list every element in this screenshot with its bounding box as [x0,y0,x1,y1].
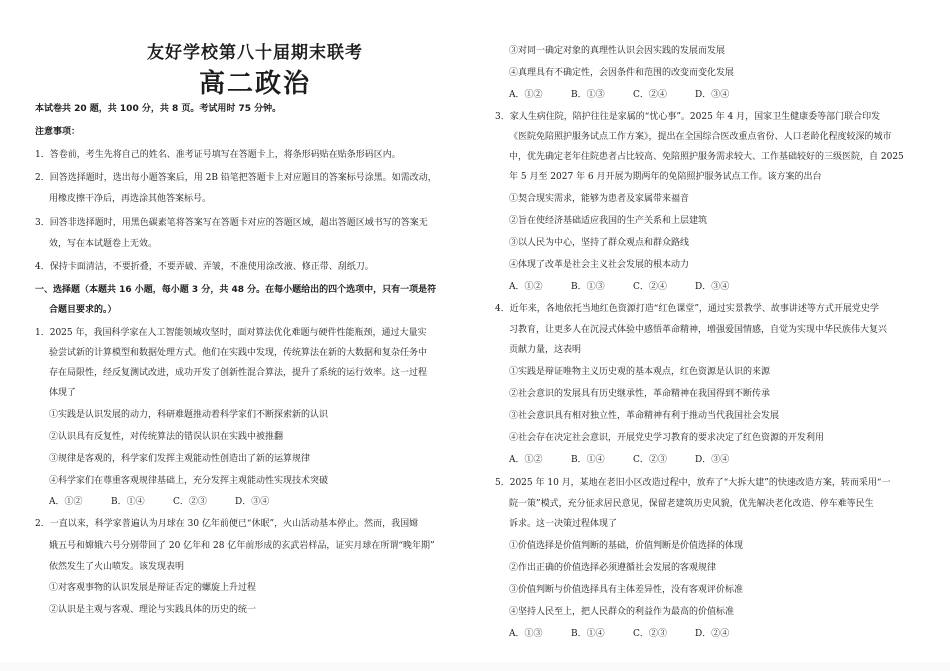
q2-item-4: ④真理具有不确定性，会因条件和范围的改变而变化发展 [509,68,735,78]
q3-stem: 年 5 月至 2027 年 6 月开展为期两年的免陪照护服务试点工作。该方案的出台 [509,172,822,182]
q4-option-c[interactable]: C．②③ [633,455,667,465]
q2-stem: 2．一直以来，科学家普遍认为月球在 30 亿年前便已“休眠”，火山活动基本停止。然而，我国嫦 [35,519,419,529]
q5-option-a[interactable]: A．①③ [509,629,543,639]
section-1-heading-cont: 合题目要求的。） [49,305,117,315]
q3-item-4: ④体现了改革是社会主义社会发展的根本动力 [509,260,690,270]
q5-options [509,629,757,640]
q1-stem: 验尝试新的计算模型和数据处理方式。他们在实践中发现，传统算法在新的大数据和复杂任务中 [49,348,428,358]
q2-stem: 娥五号和嫦娥六号分别带回了 20 亿年和 28 亿年前形成的玄武岩样品，证实月球在所谓“晚年期” [49,541,435,551]
q1-option-a[interactable]: A．①② [49,497,83,507]
q4-option-a[interactable]: A．①② [509,455,543,465]
q3-options [509,282,757,293]
q4-option-d[interactable]: D．③④ [695,455,730,465]
notice-2: 2．回答选择题时，选出每小题答案后，用 2B 铅笔把答题卡上对应题目的答案标号涂黑。如需改动， [35,173,437,183]
subject-title: 高二政治 [198,69,311,99]
q5-stem: 5．2025 年 10 月，某地在老旧小区改造过程中，放弃了“大拆大建”的快速改造方案，转而采用“一 [495,478,891,488]
q1-item-2: ②认识具有反复性，对传统算法的错误认识在实践中被推翻 [49,432,284,442]
q2-option-c[interactable]: C．②④ [633,90,667,100]
page-footer-strip [0,662,950,671]
q2-option-d[interactable]: D．③④ [695,90,730,100]
q1-stem: 1．2025 年，我国科学家在人工智能领域攻坚时，面对算法优化难题与硬件性能瓶颈，通过大量实 [35,328,427,338]
notice-2-cont: 用橡皮擦干净后，再选涂其他答案标号。 [49,194,212,204]
q3-stem: 3．家人生病住院，陪护往往是家属的“忧心事”。2025 年 4 月，国家卫生健康委等部门联合印发 [495,112,881,122]
notice-1: 1．答卷前，考生先将自己的姓名、准考证号填写在答题卡上，将条形码贴在贴条形码区内。 [35,150,401,160]
q3-stem: 《医院免陪照护服务试点工作方案》，提出在全国综合医改重点省份、人口老龄化程度较深的城市 [509,132,892,142]
exam-info: 本试卷共 20 题，共 100 分，共 8 页。考试用时 75 分钟。 [35,104,282,114]
q1-stem: 存在局限性，经反复测试改进，成功开发了创新性混合算法，提升了系统的运行效率。这一过程 [49,368,428,378]
q3-option-d[interactable]: D．③④ [695,282,730,292]
notice-4: 4．保持卡面清洁，不要折叠，不要弄破、弄皱，不准使用涂改液、修正带、刮纸刀。 [35,262,374,272]
q1-option-b[interactable]: B．①④ [111,497,145,507]
q2-option-a[interactable]: A．①② [509,90,543,100]
q5-stem: 诉求。这一决策过程体现了 [509,519,618,529]
q2-item-2: ②认识是主观与客观、理论与实践具体的历史的统一 [49,605,257,615]
q2-item-3: ③对同一确定对象的真理性认识会因实践的发展而发展 [509,46,726,56]
q4-item-3: ③社会意识具有相对独立性，革命精神有利于推动当代我国社会发展 [509,411,780,421]
q3-stem: 中，优先确定老年住院患者占比较高、免陪照护服务需求较大、工作基础较好的三级医院，自 2025 [509,152,904,162]
q3-option-b[interactable]: B．①③ [571,282,605,292]
q1-item-3: ③规律是客观的，科学家们发挥主观能动性创造出了新的运算规律 [49,454,311,464]
q3-option-a[interactable]: A．①② [509,282,543,292]
section-1-heading: 一、选择题（本题共 16 小题，每小题 3 分，共 48 分。在每小题给出的四个选项中，只有一项是符 [35,285,437,295]
q3-option-c[interactable]: C．②④ [633,282,667,292]
q4-option-b[interactable]: B．①④ [571,455,605,465]
q2-stem: 依然发生了火山喷发。该发现表明 [49,562,185,572]
q3-item-3: ③以人民为中心，坚持了群众观点和群众路线 [509,238,690,248]
q2-option-b[interactable]: B．①③ [571,90,605,100]
q5-item-4: ④坚持人民至上，把人民群众的利益作为最高的价值标准 [509,607,735,617]
q3-item-1: ①契合现实需求，能够为患者及家属带来福音 [509,194,690,204]
q4-item-1: ①实践是辩证唯物主义历史观的基本观点，红色资源是认识的来源 [509,367,771,377]
q4-stem: 习教育，让更多人在沉浸式体验中感悟革命精神，增强爱国情感，自觉为实现中华民族伟大复兴 [509,325,888,335]
q4-item-2: ②社会意识的发展具有历史继承性，革命精神在我国得到不断传承 [509,389,771,399]
notice-3-cont: 效，写在本试题卷上无效。 [49,239,158,249]
q4-options [509,455,757,466]
q5-option-b[interactable]: B．①④ [571,629,605,639]
notice-3: 3．回答非选择题时，用黑色碳素笔将答案写在答题卡对应的答题区域，超出答题区域书写的答案无 [35,218,428,228]
q1-stem: 体现了 [49,388,77,398]
q1-option-c[interactable]: C．②③ [173,497,207,507]
q1-item-4: ④科学家们在尊重客观规律基础上，充分发挥主观能动性实现技术突破 [49,476,329,486]
q2-options [509,90,757,101]
q1-item-1: ①实践是认识发展的动力，科研难题推动着科学家们不断探索新的认识 [49,410,329,420]
q5-item-3: ③价值判断与价值选择具有主体差异性，没有客观评价标准 [509,585,744,595]
q2-item-1: ①对客观事物的认识发展是辩证否定的螺旋上升过程 [49,583,257,593]
notice-title: 注意事项： [35,127,81,137]
q4-stem: 贡献力量，这表明 [509,345,582,355]
q5-option-d[interactable]: D．②④ [695,629,730,639]
q4-stem: 4．近年来，各地依托当地红色资源打造“红色课堂”，通过实景教学、故事讲述等方式开展党史学 [495,304,879,314]
q5-item-1: ①价值选择是价值判断的基础，价值判断是价值选择的体现 [509,541,744,551]
q5-item-2: ②作出正确的价值选择必须遵循社会发展的客观规律 [509,563,717,573]
q4-item-4: ④社会存在决定社会意识，开展党史学习教育的要求决定了红色资源的开发利用 [509,433,825,443]
q1-options [49,497,297,508]
q5-stem: 院一策”模式，充分征求居民意见，保留老建筑历史风貌，优先解决老化改造、停车难等民生 [509,499,874,509]
q3-item-2: ②旨在使经济基础适应我国的生产关系和上层建筑 [509,216,708,226]
q1-option-d[interactable]: D．③④ [235,497,270,507]
q5-option-c[interactable]: C．②③ [633,629,667,639]
exam-title: 友好学校第八十届期末联考 [147,43,363,63]
